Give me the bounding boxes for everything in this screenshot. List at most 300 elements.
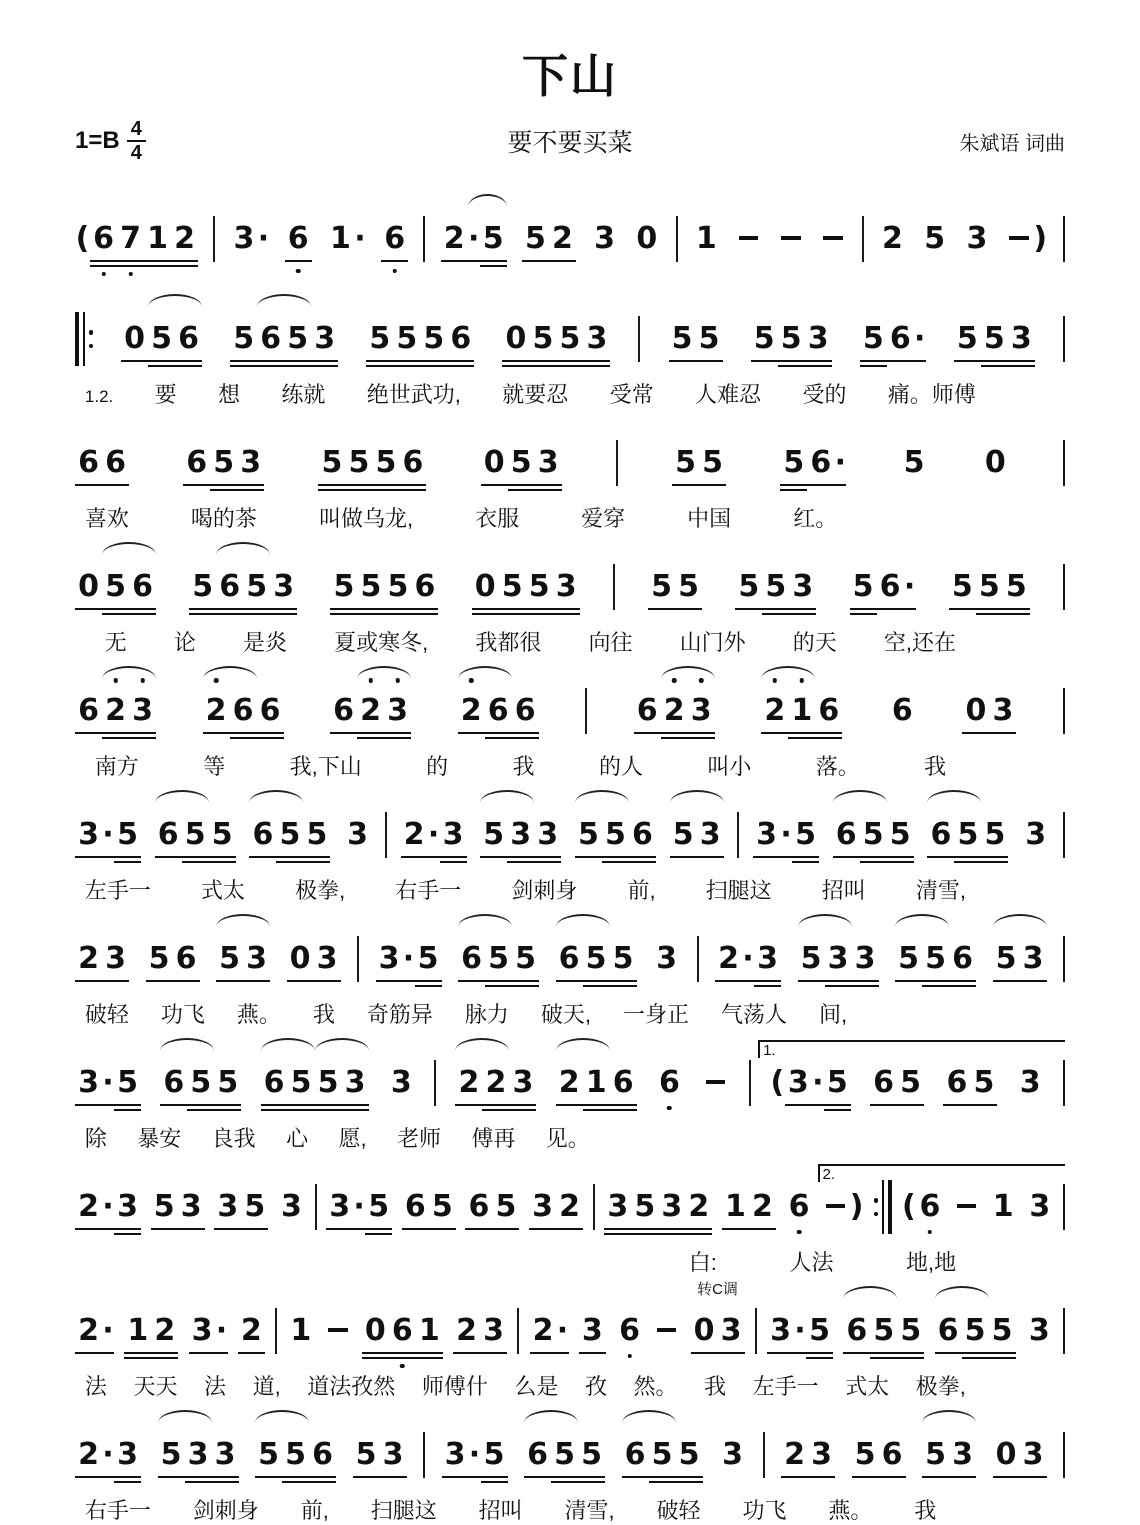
beam-underline <box>604 1228 712 1230</box>
note-char: 3 <box>661 1188 683 1224</box>
note-text <box>441 220 507 256</box>
beam-underline <box>183 484 264 486</box>
note-char: 1 <box>585 1064 607 1100</box>
note-char: 5 <box>495 1188 517 1224</box>
note-text <box>327 220 366 256</box>
note-char: 6 <box>391 1312 413 1348</box>
lyric-syllable: 人法 <box>789 1250 834 1275</box>
note-token <box>780 422 846 500</box>
beam-underline <box>529 1228 583 1230</box>
note-char: 5 <box>903 444 925 480</box>
note-token <box>442 1414 508 1492</box>
note-char: 5 <box>355 1436 377 1472</box>
beam-underline-partial <box>230 737 284 739</box>
lyric-syllable: 我 <box>914 1498 937 1523</box>
lyric-syllable: 右手一 <box>84 1498 151 1523</box>
note-char: 3 <box>329 1188 351 1224</box>
note-char: 6 <box>219 568 241 604</box>
note-char: 5 <box>532 320 554 356</box>
note-char: ( <box>902 1188 916 1224</box>
note-char: 5 <box>765 568 787 604</box>
repeat-dots <box>89 330 94 348</box>
note-char: 6 <box>468 1188 490 1224</box>
note-text <box>388 1064 415 1100</box>
note-char: · <box>353 1188 365 1224</box>
note-char: 1 <box>330 220 351 256</box>
note-text <box>822 1188 864 1224</box>
beam-underline <box>362 1352 443 1354</box>
beam-underline <box>75 1228 141 1230</box>
beam-underline-partial <box>102 613 156 615</box>
meter-denominator: 4 <box>127 140 146 164</box>
note-char: 6 <box>624 1436 646 1472</box>
octave-dot-low <box>296 269 301 274</box>
note-char: 5 <box>510 444 532 480</box>
note-char: 1 <box>992 1188 1014 1224</box>
note-token <box>715 918 781 996</box>
note-token <box>634 670 715 748</box>
note-token <box>604 1166 712 1244</box>
note-token <box>458 918 539 996</box>
dash-mark <box>823 236 842 240</box>
note-char: 2 <box>532 1312 554 1348</box>
beam-underline <box>735 608 816 610</box>
note-char: 5 <box>698 320 720 356</box>
slur-arc <box>216 542 270 555</box>
beam-underline-partial <box>182 861 236 863</box>
slur-arc <box>556 1038 610 1051</box>
note-char: 2 <box>154 1312 176 1348</box>
barline <box>616 440 618 486</box>
lyric-syllable: 我都很 <box>475 630 542 655</box>
lyric-syllable: 是炎 <box>242 630 287 655</box>
note-token <box>151 1166 205 1244</box>
note-token <box>633 198 660 276</box>
note-char: 3 <box>537 816 559 852</box>
note-char <box>653 1312 680 1348</box>
note-text <box>579 1312 606 1348</box>
note-text <box>963 220 990 256</box>
note-text <box>238 1312 265 1348</box>
note-char: 3 <box>807 320 829 356</box>
beam-underline-partial <box>114 861 141 863</box>
beam-underline <box>287 980 341 982</box>
note-char: 3 <box>792 568 814 604</box>
note-text <box>75 568 156 604</box>
note-char: 6 <box>178 320 200 356</box>
beam-underline-partial <box>507 861 561 863</box>
beam-underline <box>381 260 408 262</box>
barline <box>1063 564 1065 610</box>
note-char: 6 <box>659 1064 680 1100</box>
barline <box>1063 1184 1065 1230</box>
lyric-syllable: 极拳, <box>295 878 346 903</box>
note-char: 5 <box>348 444 370 480</box>
note-text <box>670 816 724 852</box>
note-char: 0 <box>984 444 1006 480</box>
volta-label: 2. <box>822 1166 836 1183</box>
beam-underline <box>502 365 610 367</box>
note-token <box>472 546 580 624</box>
note-text <box>318 444 426 480</box>
note-char: 5 <box>219 940 240 976</box>
note-char: 1 <box>724 1188 746 1224</box>
note-token <box>767 1290 833 1368</box>
note-char: 1 <box>695 220 717 256</box>
note-char: 0 <box>364 1312 386 1348</box>
lyric-syllable: 绝世武功, <box>366 382 461 407</box>
beam-underline <box>715 980 781 982</box>
beam-underline <box>75 1104 141 1106</box>
line-block <box>75 422 1065 533</box>
note-char: 3 <box>787 1064 809 1100</box>
note-char: 5 <box>634 1188 656 1224</box>
beam-underline <box>767 1352 833 1354</box>
lyric-syllable: 无 <box>104 630 127 655</box>
note-char: 5 <box>190 1064 212 1100</box>
note-char: 6 <box>889 320 911 356</box>
note-char: 5 <box>387 568 409 604</box>
note-token <box>954 298 1035 376</box>
note-text <box>715 940 781 976</box>
note-char: 5 <box>795 816 816 852</box>
note-char: 5 <box>956 320 978 356</box>
beam-underline-partial <box>440 861 467 863</box>
beam-underline-partial <box>114 1233 141 1235</box>
note-char: 6 <box>384 220 406 256</box>
note-token <box>287 1290 314 1368</box>
note-char: 7 <box>120 220 141 256</box>
slur-arc <box>357 666 411 679</box>
beam-underline-partial <box>792 861 819 863</box>
music-line <box>75 794 1065 872</box>
note-char: 6 <box>404 1188 426 1224</box>
beam-underline <box>935 1352 1016 1354</box>
slur-arc <box>261 1038 315 1051</box>
beam-underline <box>189 608 297 610</box>
barline <box>517 1308 519 1354</box>
beam-underline <box>124 1352 178 1354</box>
note-char: · <box>257 220 270 256</box>
note-text <box>993 940 1047 976</box>
note-token <box>963 198 990 276</box>
note-char: 3 <box>1025 816 1047 852</box>
beam-underline-partial <box>602 861 656 863</box>
note-token <box>366 298 474 376</box>
repeat-thick-line <box>75 312 79 366</box>
lyric-syllable: 燕。 <box>828 1498 873 1523</box>
note-text <box>502 320 610 356</box>
barline <box>697 936 699 982</box>
beam-underline <box>376 980 442 982</box>
beam-underline-partial <box>962 1357 1016 1359</box>
beam-underline <box>75 1352 114 1354</box>
beam-underline <box>362 1357 443 1359</box>
note-char: 5 <box>900 1064 922 1100</box>
lyric-syllable: 痛。师傅 <box>887 382 976 407</box>
beam-underline <box>522 260 576 262</box>
note-token <box>238 1290 265 1368</box>
beam-underline <box>146 980 200 982</box>
note-char: 2 <box>240 1312 262 1348</box>
note-text <box>75 1312 114 1348</box>
note-char: 3 <box>347 816 369 852</box>
line-block <box>75 1281 1065 1401</box>
lyric-syllable: 落。 <box>815 754 860 779</box>
slur-arc <box>160 1038 214 1051</box>
note-char: 6 <box>186 444 208 480</box>
lyric-syllable: 的 <box>426 754 449 779</box>
slur-arc <box>556 914 610 927</box>
beam-underline-partial <box>114 1481 141 1483</box>
note-char: 5 <box>151 320 173 356</box>
lyric-syllable: 心 <box>286 1126 309 1151</box>
barline <box>613 564 615 610</box>
note-char: 5 <box>184 816 206 852</box>
beam-underline <box>124 1357 178 1359</box>
beam-underline <box>672 484 726 486</box>
note-char: · <box>102 1312 114 1348</box>
note-text <box>287 940 341 976</box>
note-token <box>798 918 879 996</box>
lyric-line <box>95 750 946 781</box>
beam-underline <box>502 360 610 362</box>
lyric-line <box>85 874 966 905</box>
lyric-syllable: 红。 <box>793 506 838 531</box>
line-block <box>75 1414 1065 1525</box>
lyric-line <box>689 1246 956 1277</box>
note-char: 5 <box>925 940 946 976</box>
beam-underline-partial <box>481 1481 508 1483</box>
note-char: 0 <box>505 320 527 356</box>
note-char: 0 <box>693 1312 715 1348</box>
note-token <box>820 198 847 276</box>
barline <box>1063 688 1065 734</box>
note-token <box>75 794 141 872</box>
slur-arc <box>249 790 303 803</box>
note-char: 6 <box>252 816 274 852</box>
note-text <box>922 1436 976 1472</box>
note-text <box>901 1188 943 1224</box>
note-char: 3 <box>180 1188 202 1224</box>
note-char: 5 <box>951 568 973 604</box>
note-char: 5 <box>964 1312 986 1348</box>
lyric-syllable: 等 <box>203 754 226 779</box>
note-char: 2 <box>663 692 685 728</box>
note-text <box>556 1064 637 1100</box>
note-text <box>249 816 330 852</box>
note-token <box>616 1290 643 1368</box>
note-token <box>852 1414 906 1492</box>
note-char: 5 <box>368 1188 390 1224</box>
beam-underline <box>993 1476 1047 1478</box>
lyric-syllable: 想 <box>218 382 241 407</box>
note-char: 5 <box>738 568 760 604</box>
lyric-syllable: 白: <box>688 1250 717 1275</box>
note-text <box>693 220 720 256</box>
note-char: 3 <box>1019 1064 1041 1100</box>
lyric-syllable: 道, <box>252 1374 281 1399</box>
note-char: 5 <box>431 1188 453 1224</box>
beam-underline <box>285 260 312 262</box>
note-text <box>458 940 539 976</box>
note-token <box>381 198 408 276</box>
lyric-syllable: 中国 <box>687 506 732 531</box>
beam-underline <box>481 484 562 486</box>
beam-underline <box>622 1476 703 1478</box>
barline <box>1063 1432 1065 1478</box>
note-char: 3 <box>952 1436 973 1472</box>
slur-arc <box>524 1410 578 1423</box>
octave-dot-low <box>797 1230 802 1235</box>
note-text <box>442 1436 508 1472</box>
note-text <box>634 692 715 728</box>
note-char: 2 <box>78 1312 99 1348</box>
beam-underline <box>261 1104 369 1106</box>
note-text <box>287 1312 314 1348</box>
note-text <box>653 940 680 976</box>
note-token <box>183 422 264 500</box>
note-char: 5 <box>800 940 822 976</box>
beam-underline <box>785 1104 851 1106</box>
music-line <box>75 1042 1065 1120</box>
note-char <box>820 220 847 256</box>
repeat-dot <box>89 344 94 349</box>
note-char: 3 <box>233 220 255 256</box>
beam-underline <box>922 1476 976 1478</box>
note-char: 6 <box>487 692 509 728</box>
music-line <box>75 298 1065 376</box>
beam-underline-partial <box>415 985 442 987</box>
note-text <box>75 816 141 852</box>
note-char: 6 <box>232 692 254 728</box>
note-char: 2 <box>403 816 425 852</box>
beam-underline <box>781 1476 835 1478</box>
note-char: 6 <box>402 444 424 480</box>
note-char: 5 <box>375 444 397 480</box>
note-token <box>453 1290 507 1368</box>
barline <box>763 1432 765 1478</box>
note-token <box>786 1166 813 1244</box>
note-token <box>735 546 816 624</box>
note-token <box>921 198 948 276</box>
note-char: 2 <box>174 220 195 256</box>
note-text <box>353 1436 407 1472</box>
beam-underline <box>203 732 284 734</box>
note-char: 5 <box>488 940 509 976</box>
note-char: 3 <box>827 940 849 976</box>
note-char: 0 <box>289 940 311 976</box>
note-text <box>777 220 804 256</box>
note-char: 5 <box>246 568 268 604</box>
note-text <box>993 1436 1047 1472</box>
note-char: 5 <box>581 1436 602 1472</box>
slur-arc <box>255 1410 309 1423</box>
note-char: 6 <box>818 692 840 728</box>
note-token <box>124 1290 178 1368</box>
beam-underline-partial <box>976 613 1030 615</box>
note-char: 5 <box>873 1312 895 1348</box>
beam-underline <box>75 484 129 486</box>
note-char: 5 <box>482 220 504 256</box>
lyric-syllable: 么是 <box>514 1374 559 1399</box>
note-text <box>901 444 928 480</box>
note-token <box>1006 198 1048 276</box>
note-char: 3 <box>280 1188 302 1224</box>
note-text <box>524 1436 605 1472</box>
note-text <box>735 220 762 256</box>
note-char: 5 <box>862 320 884 356</box>
note-char: 5 <box>258 1436 279 1472</box>
note-char: 5 <box>984 816 1006 852</box>
note-text <box>833 816 914 852</box>
note-text <box>702 1064 729 1100</box>
note-char <box>777 220 804 256</box>
beam-underline <box>850 608 916 610</box>
music-line <box>75 1166 1065 1244</box>
note-token <box>735 198 762 276</box>
note-char: · <box>102 1436 114 1472</box>
lyric-syllable: 就要忍 <box>502 382 569 407</box>
lyric-syllable: 老师 <box>396 1126 441 1151</box>
note-text <box>325 1312 352 1348</box>
dash-mark <box>328 1328 347 1332</box>
note-token <box>353 1414 407 1492</box>
note-char: 5 <box>671 320 693 356</box>
note-char <box>702 1064 729 1100</box>
slur-arc <box>935 1286 989 1299</box>
music-line <box>75 546 1065 624</box>
note-token <box>75 422 129 500</box>
lyric-syllable: 除 <box>84 1126 107 1151</box>
note-token <box>458 670 539 748</box>
note-char: 5 <box>287 320 309 356</box>
note-char: 5 <box>957 816 979 852</box>
beam-underline-partial <box>762 613 816 615</box>
note-text <box>480 816 561 852</box>
note-char: 5 <box>306 816 328 852</box>
lyric-syllable: 扫腿这 <box>705 878 772 903</box>
note-char: 5 <box>483 1436 505 1472</box>
lyric-syllable: 师傅什 <box>421 1374 488 1399</box>
note-char: 5 <box>973 1064 995 1100</box>
lyric-syllable: 左手一 <box>752 1374 819 1399</box>
note-char: 5 <box>826 1064 848 1100</box>
note-token <box>622 1414 703 1492</box>
note-char: 6 <box>93 220 114 256</box>
lyric-syllable: 叫小 <box>707 754 752 779</box>
beam-underline <box>480 856 561 858</box>
barline <box>1063 936 1065 982</box>
lyric-syllable: 扫腿这 <box>370 1498 437 1523</box>
repeat-dot <box>89 330 94 335</box>
note-token <box>777 198 804 276</box>
note-text <box>949 568 1030 604</box>
note-text <box>75 444 129 480</box>
note-text <box>770 1064 851 1100</box>
note-token <box>160 1042 241 1120</box>
beam-underline <box>455 1104 536 1106</box>
lyric-syllable: 前, <box>627 878 656 903</box>
repeat-begin-sign <box>75 312 93 366</box>
lyric-syllable: 南方 <box>94 754 139 779</box>
note-char: 5 <box>211 816 233 852</box>
note-char: 5 <box>217 1064 239 1100</box>
beam-underline <box>75 1476 141 1478</box>
note-token <box>75 670 156 748</box>
beam-underline-partial <box>551 1481 605 1483</box>
note-char: 6 <box>930 816 952 852</box>
